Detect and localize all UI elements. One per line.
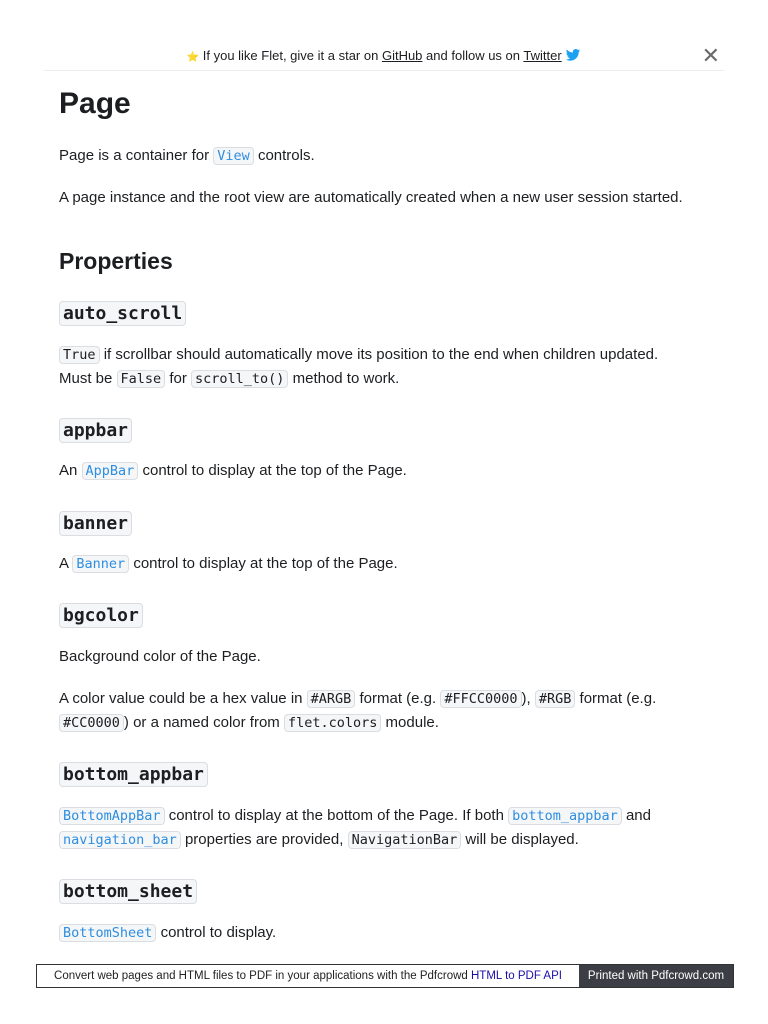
announcement-bar — [44, 42, 724, 71]
html-to-pdf-api-link[interactable]: HTML to PDF API — [471, 970, 562, 982]
appbar-description: An AppBar control to display at the top of the Page. — [59, 462, 407, 479]
bgcolor-description-2: A color value could be a hex value in #ARGB format (e.g. #FFCC0000 ), #RGB format (e.g. #CC0000 ) or a named color from flet.colors module. — [59, 690, 657, 731]
pdfcrowd-footer — [36, 964, 734, 988]
announcement-text-2: and follow us on — [426, 48, 520, 63]
bottom-appbar-link[interactable]: bottom_appbar — [508, 807, 622, 825]
page-title: Page — [59, 87, 131, 120]
property-heading-bgcolor: bgcolor — [59, 601, 143, 630]
intro-paragraph-1: Page is a container for View controls. — [59, 147, 315, 164]
footer-left: Convert web pages and HTML files to PDF in your applications with the Pdfcrowd HTML to PDF API — [54, 970, 562, 982]
properties-heading: Properties — [59, 248, 173, 274]
star-icon: ⭐ — [186, 52, 200, 63]
bottomsheet-link[interactable]: BottomSheet — [59, 924, 156, 942]
bottomappbar-link[interactable]: BottomAppBar — [59, 807, 165, 825]
twitter-bird-icon — [565, 49, 581, 61]
navigation-bar-link[interactable]: navigation_bar — [59, 831, 181, 849]
close-icon[interactable]: ✕ — [701, 43, 720, 68]
footer-printed-with[interactable]: Printed with Pdfcrowd.com — [579, 965, 733, 987]
property-heading-appbar: appbar — [59, 416, 132, 445]
intro-paragraph-2: A page instance and the root view are automatically created when a new user session started. — [59, 189, 683, 206]
bgcolor-description-1: Background color of the Page. — [59, 648, 261, 665]
github-link[interactable]: GitHub — [381, 48, 423, 63]
property-heading-auto-scroll: auto_scroll — [59, 299, 186, 328]
property-heading-bottom-appbar: bottom_appbar — [59, 760, 208, 789]
property-heading-bottom-sheet: bottom_sheet — [59, 877, 197, 906]
banner-description: A Banner control to display at the top of the Page. — [59, 555, 398, 572]
announcement-text-1: If you like Flet, give it a star on — [202, 48, 379, 63]
bottom-appbar-description: BottomAppBar control to display at the bottom of the Page. If both bottom_appbar and navigation_bar properties are provided, NavigationBar will be displayed. — [59, 804, 651, 852]
appbar-link[interactable]: AppBar — [82, 462, 139, 480]
view-link[interactable]: View — [213, 147, 254, 165]
bottom-sheet-description: BottomSheet control to display. — [59, 921, 276, 945]
twitter-link[interactable]: Twitter — [523, 48, 562, 63]
property-heading-banner: banner — [59, 509, 132, 538]
auto-scroll-description: True if scrollbar should automatically move its position to the end when children updated. Must be False for scroll_to() method to work. — [59, 346, 659, 387]
banner-link[interactable]: Banner — [72, 555, 129, 573]
